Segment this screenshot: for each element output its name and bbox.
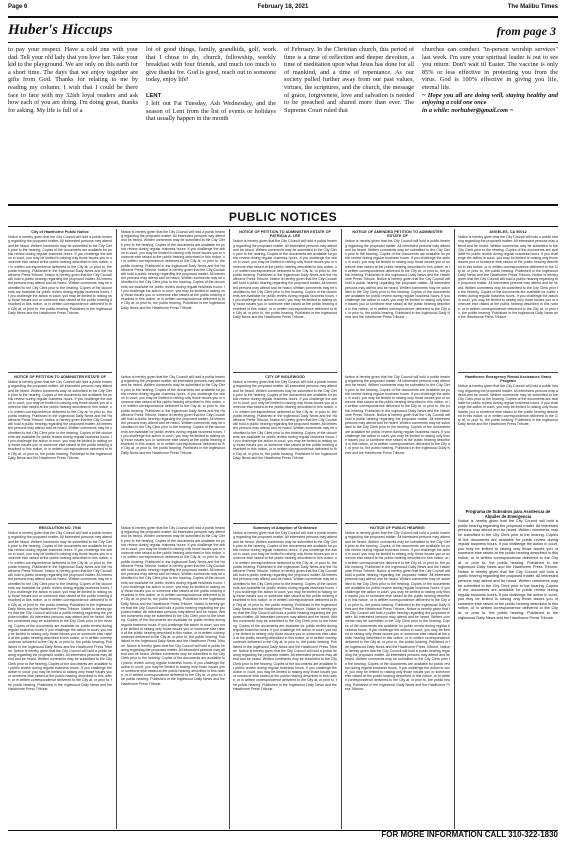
- notice-text: Notice is hereby given that the City Council will hold a public hearing regarding the proposed matter. All interested persons may attend and be heard. Written comments may be submitted to the City Clerk prior to the hearing. Copies of the documents are available for public review during regular business hours. If you challenge the action in court, you may be limited to raising only those issues you or someone else raised at the public hearing described in this notice, or in written correspondence delivered to the City at, or prior to, the public hearing. Published in the Inglewood Daily News and the Hawthorne Press Tribune.: [121, 526, 225, 568]
- notice-text: Notice is hereby given that the City Council will hold a public hearing regarding the proposed matter. All interested persons may attend and be heard. Written comments may be submitted to the City Clerk prior to the hearing. Copies of the documents are available for public review during regular business hours. If you challenge the action in court, you may be limited to raising only those issues you or someone else raised at the public hearing described in this notice, or in written correspondence delivered to the City at, or prior to, the public hearing. Published in the Inglewood Daily News and the Hawthorne Press Tribune.: [233, 569, 337, 611]
- notice-block: [121, 526, 225, 826]
- column-text-2: [146, 46, 276, 198]
- notice-text: Notice is hereby given that the City Council will hold a public hearing regarding the proposed matter. All interested persons may attend and be heard. Written comments may be submitted to the City Clerk prior to the hearing. Copies of the documents are available for public review during regular business hours. If you challenge the action in court, you may be limited to raising only those issues you or someone else raised at the public hearing described in this notice, or in written correspondence delivered to the City at, or prior to, the public hearing. Published in the Inglewood Daily News and the Hawthorne Press Tribune.: [8, 380, 112, 423]
- lent-heading: LENT: [146, 92, 162, 99]
- page-date: February 18, 2021: [257, 4, 309, 10]
- notice-text: Notice is hereby given that the City Council will hold a public hearing regarding the proposed matter. All interested persons may attend and be heard. Written comments may be submitted to the City Clerk prior to the hearing. Copies of the documents are available for public review during regular business hours. If you challenge the action in court, you may be limited to raising only those issues you or someone else raised at the public hearing described in this notice, or in written correspondence delivered to the City at, or prior to, the public hearing. Published in the Inglewood Daily News and the Hawthorne Press Tribune.: [458, 235, 558, 278]
- notice-title: NOTICE OF PUBLIC HEARING: [370, 526, 425, 530]
- notice-separator: [8, 372, 112, 373]
- spanish-notice: [458, 510, 558, 760]
- column-text-4: [422, 46, 558, 198]
- notice-text: Notice is hereby given that the City Council will hold a public hearing regarding the proposed matter. All interested persons may attend and be heard. Written comments may be submitted to the City Clerk prior to the hearing. Copies of the documents are available for public review during regular business hours. If you challenge the action in court, you may be limited to raising only those issues you or someone else raised at the public hearing described in this notice, or in written correspondence delivered to the City at, or prior to, the public hearing. Published in the Inglewood Daily News and the Hawthorne Press Tribune.: [458, 384, 558, 427]
- notice-text: Notice is hereby given that the City Council will hold a public hearing regarding the proposed matter. All interested persons may attend and be heard. Written comments may be submitted to the City Clerk prior to the hearing. Copies of the documents are available for public review during regular business hours. If you challenge the action in court, you may be limited to raising only those issues you or someone else raised at the public hearing described in this notice, or in written correspondence delivered to the City at, or prior to, the public hearing. Published in the Inglewood Daily News and the Hawthorne Press Tribune.: [345, 239, 450, 282]
- notice-text: Notice is hereby given that the City Council will hold a public hearing regarding the proposed matter. All interested persons may attend and be heard. Written comments may be submitted to the City Clerk prior to the hearing. Copies of the documents are available for public review during regular business hours. If you challenge the action in court, you may be limited to raising only those issues you or someone else raised at the public hearing described in this notice, or in written correspondence delivered to the City at, or prior to, the public hearing. Published in the Inglewood Daily News and the Hawthorne Press Tribune.: [345, 412, 450, 455]
- notice-text: Notice is hereby given that the City Council will hold a public hearing regarding the proposed matter. All interested persons may attend and be heard. Written comments may be submitted to the City Clerk prior to the hearing. Copies of the documents are available for public review during regular business hours. If you challenge the action in court, you may be limited to raising only those issues you or someone else raised at the public hearing described in this notice, or in written correspondence delivered to the City at, or prior to, the public hearing. Published in the Inglewood Daily News and the Hawthorne Press Tribune.: [121, 230, 225, 272]
- column-paragraph: churches can conduct "in-person worship services" last week. I'm sure your spiritual leader is out to see you return. Don't wait til Easter. The vaccine is only 85% or less effective in protecting you from the virus. God is 100% effective in giving you life, eternal life.: [422, 46, 558, 91]
- notice-text: Notice is hereby given that the City Council will hold a public hearing regarding the proposed matter. All interested persons may attend and be heard. Written comments may be submitted to the City Clerk prior to the hearing. Copies of the documents are available for public review during regular business hours. If you challenge the action in court, you may be limited to raising only those issues you or someone else raised at the public hearing described in this notice, or in written correspondence delivered to the City at, or prior to, the public hearing. Published in the Inglewood Daily News and the Hawthorne Press Tribune.: [8, 273, 112, 315]
- notice-separator: [233, 372, 337, 373]
- notice-block: [458, 375, 558, 505]
- notice-text: Notice is hereby given that the City Council will hold a public hearing regarding the proposed matter. All interested persons may attend and be heard. Written comments may be submitted to the City Clerk prior to the hearing. Copies of the documents are available for public review during regular business hours. If you challenge the action in court, you may be limited to raising only those issues you or someone else raised at the public hearing described in this notice, or in written correspondence delivered to the City at, or prior to, the public hearing. Published in the Inglewood Daily News and the Hawthorne Press Tribune.: [233, 239, 337, 282]
- notice-separator: [458, 372, 558, 373]
- notice-text: Notice is hereby given that the City Council will hold a public hearing regarding the proposed matter. All interested persons may attend and be heard. Written comments may be submitted to the City Clerk prior to the hearing. Copies of the documents are available for public review during regular business hours. If you challenge the action in court, you may be limited to raising only those issues you or someone else raised at the public hearing described in this notice, or in written correspondence delivered to the City at, or prior to, the public hearing. Published in the Inglewood Daily News and the Hawthorne Press Tribune.: [233, 380, 337, 423]
- page-header: [8, 4, 558, 14]
- notice-block: [233, 230, 337, 370]
- notice-title: ANGELES, CA 90012: [489, 230, 527, 234]
- notice-title: NOTICE OF PETITION TO ADMINISTER ESTATE OF: [14, 375, 106, 379]
- notice-text: Notice is hereby given that the City Council will hold a public hearing regarding the proposed matter. All interested persons may attend and be heard. Written comments may be submitted to the City Clerk prior to the hearing. Copies of the documents are available for public review during regular business hours. If you challenge the action in court, you may be limited to raising only those issues you or someone else raised at the public hearing described in this notice, or in written correspondence delivered to the City at, or prior to, the public hearing. Published in the Inglewood Daily News and the Hawthorne Press Tribune.: [121, 412, 225, 455]
- continued-from: from page 3: [496, 24, 556, 38]
- notice-text: Notice is hereby given that the City Council will hold a public hearing regarding the proposed matter. All interested persons may attend and be heard. Written comments may be submitted to the City Clerk prior to the hearing. Copies of the documents are available for public review during regular business hours. If you challenge the action in court, you may be limited to raising only those issues you or someone else raised at the public hearing described in this notice, or in written correspondence delivered to the City at, or prior to, the public hearing. Published in the Inglewood Daily News and the Hawthorne Press Tribune.: [345, 375, 450, 417]
- notice-title: RESOLUTION NO. 7946: [38, 526, 82, 530]
- notice-block: [8, 230, 112, 370]
- notice-text: Notice is hereby given that the City Council will hold a public hearing regarding the proposed matter. All interested persons may attend and be heard. Written comments may be submitted to the City Clerk prior to the hearing. Copies of the documents are available for public review during regular business hours. If you challenge the action in court, you may be limited to raising only those issues you or someone else raised at the public hearing described in this notice, or in written correspondence delivered to the City at, or prior to, the public hearing. Published in the Inglewood Daily News and the Hawthorne Press Tribune.: [8, 569, 112, 611]
- paper-name: The Malibu Times: [507, 4, 558, 10]
- notice-block: [8, 375, 112, 520]
- notice-title: Hawthorne Emergency Rental Assistance Grant Program: [465, 375, 551, 384]
- column-paragraph: lot of good things, family, grandkids, golf, work that I chose to do, church, fellowship, weekly breakfast with four friends, and much too much to give thanks for. God is good, reach out to someone today, enjoy life!: [146, 46, 276, 84]
- notice-title: NOTICE OF AMENDED PETITION TO ADMINISTER ESTATE OF: [352, 230, 443, 239]
- notice-title: Summary of Adoption of Ordinance: [253, 526, 317, 530]
- signature-email: in a while: norhuber@gmail.com ~: [422, 106, 514, 114]
- section-rule: [8, 204, 558, 206]
- public-notices-title: PUBLIC NOTICES: [228, 210, 338, 224]
- notice-title: City of Hawthorne Public Notice: [31, 230, 89, 234]
- notice-text: Notice is hereby given that the City Council will hold a public hearing regarding the proposed matter. All interested persons may attend and be heard. Written comments may be submitted to the City Clerk prior to the hearing. Copies of the documents are available for public review during regular business hours. If you challenge the action in court, you may be limited to raising only those issues you or someone else raised at the public hearing described in this notice, or in written correspondence delivered to the City at, or prior to, the public hearing. Published in the Inglewood Daily News and the Hawthorne Press Tribune.: [345, 531, 450, 574]
- notice-text: Notice is hereby given that the City Council will hold a public hearing regarding the proposed matter. All interested persons may attend and be heard. Written comments may be submitted to the City Clerk prior to the hearing. Copies of the documents are available for public review during regular business hours. If you challenge the action in court, you may be limited to raising only those issues you or someone else raised at the public hearing described in this notice, or in written correspondence delivered to the City at, or prior to, the public hearing. Published in the Inglewood Daily News and the Hawthorne Press Tribune.: [345, 569, 450, 611]
- notice-text: Notice is hereby given that the City Council will hold a public hearing regarding the proposed matter. All interested persons may attend and be heard. Written comments may be submitted to the City Clerk prior to the hearing. Copies of the documents are available for public review during regular business hours. If you challenge the action in court, you may be limited to raising only those issues you or someone else raised at the public hearing described in this notice, or in written correspondence delivered to the City at, or prior to, the public hearing. Published in the Inglewood Daily News and the Hawthorne Press Tribune.: [121, 563, 225, 606]
- notice-text: Notice is hereby given that the City Council will hold a public hearing regarding the proposed matter. All interested persons may attend and be heard. Written comments may be submitted to the City Clerk prior to the hearing. Copies of the documents are available for public review during regular business hours. If you challenge the action in court, you may be limited to raising only those issues you or someone else raised at the public hearing described in this notice, or in written correspondence delivered to the City at, or prior to, the public hearing. Published in the Inglewood Daily News and the Hawthorne Press Tribune.: [345, 606, 450, 649]
- notice-block: [121, 375, 225, 520]
- column-paragraph: I left out Fat Tuesday, Ash Wednesday, and the season of Lent from the list of events or holidays that usually happen in the month: [146, 100, 276, 123]
- notice-text: Notice is hereby given that the City Council will hold a public hearing regarding the proposed matter. All interested persons may attend and be heard. Written comments may be submitted to the City Clerk prior to the hearing. Copies of the documents are available for public review during regular business hours. If you challenge the action in court, you may be limited to raising only those issues you or someone else raised at the public hearing described in this notice, or in written correspondence delivered to the City at, or prior to, the public hearing. Published in the Inglewood Daily News and the Hawthorne Press Tribune.: [121, 601, 225, 648]
- notice-text: Notice is hereby given that the City Council will hold a public hearing regarding the proposed matter. All interested persons may attend and be heard. Written comments may be submitted to the City Clerk prior to the hearing. Copies of the documents are available for public review during regular business hours. If you challenge the action in court, you may be limited to raising only those issues you or someone else raised at the public hearing described in this notice, or in written correspondence delivered to the City at, or prior to, the public hearing. Published in the Inglewood Daily News and the Hawthorne Press Tribune.: [458, 519, 558, 570]
- column-divider: [454, 229, 455, 829]
- notice-text: Notice is hereby given that the City Council will hold a public hearing regarding the proposed matter. All interested persons may attend and be heard. Written comments may be submitted to the City Clerk prior to the hearing. Copies of the documents are available for public review during regular business hours. If you challenge the action in court, you may be limited to raising only those issues you or someone else raised at the public hearing described in this notice, or in written correspondence delivered to the City at, or prior to, the public hearing. Published in the Inglewood Daily News and the Hawthorne Press Tribune.: [233, 277, 337, 320]
- notice-text: Notice is hereby given that the City Council will hold a public hearing regarding the proposed matter. All interested persons may attend and be heard. Written comments may be submitted to the City Clerk prior to the hearing. Copies of the documents are available for public review during regular business hours. If you challenge the action in court, you may be limited to raising only those issues you or someone else raised at the public hearing described in this notice, or in written correspondence delivered to the City at, or prior to, the public hearing. Published in the Inglewood Daily News and the Hawthorne Press Tribune.: [8, 418, 112, 460]
- signature-line: ~ Hope you all are doing well, staying healthy and enjoying a cold one once: [422, 91, 558, 107]
- notice-title: CITY OF INGLEWOOD: [265, 375, 305, 379]
- notice-block: [345, 230, 450, 370]
- notice-text: Notice is hereby given that the City Council will hold a public hearing regarding the proposed matter. All interested persons may attend and be heard. Written comments may be submitted to the City Clerk prior to the hearing. Copies of the documents are available for public review during regular business hours. If you challenge the action in court, you may be limited to raising only those issues you or someone else raised at the public hearing described in this notice, or in written correspondence delivered to the City at, or prior to, the public hearing. Published in the Inglewood Daily News and the Hawthorne Press Tribune.: [8, 235, 112, 278]
- notice-text: Notice is hereby given that the City Council will hold a public hearing regarding the proposed matter. All interested persons may attend and be heard. Written comments may be submitted to the City Clerk prior to the hearing. Copies of the documents are available for public review during regular business hours. If you challenge the action in court, you may be limited to raising only those issues you or someone else raised at the public hearing described in this notice, or in written correspondence delivered to the City at, or prior to, the public hearing. Published in the Inglewood Daily News and the Hawthorne Press Tribune.: [233, 606, 337, 653]
- column-text-1: to pay your respect. Have a cold one with your dad. Tell your old lady that you love her. Take your kid to the playground. We are only on this earth for a short time. The days that we enjoy together are gifts from God. Thanks for relating to me by reading my column. I wish that I could be there face to face with my 32ish loyal readers and ask how each of you are doing. I'm doing great, thanks for asking. My life is full of a: [8, 46, 138, 114]
- notice-text: Notice is hereby given that the City Council will hold a public hearing regarding the proposed matter. All interested persons may attend and be heard. Written comments may be submitted to the City Clerk prior to the hearing. Copies of the documents are available for public review during regular business hours. If you challenge the action in court, you may be limited to raising only those issues you or someone else raised at the public hearing described in this notice, or in written correspondence delivered to the City at, or prior to, the public hearing. Published in the Inglewood Daily News and the Hawthorne Press Tribune.: [458, 273, 558, 320]
- notice-text: Notice is hereby given that the City Council will hold a public hearing regarding the proposed matter. All interested persons may attend and be heard. Written comments may be submitted to the City Clerk prior to the hearing. Copies of the documents are available for public review during regular business hours. If you challenge the action in court, you may be limited to raising only those issues you or someone else raised at the public hearing described in this notice, or in written correspondence delivered to the City at, or prior to, the public hearing. Published in the Inglewood Daily News and the Hawthorne Press Tribune.: [121, 643, 225, 686]
- column-title: Huber's Hiccups: [8, 22, 113, 38]
- column-divider: [229, 229, 230, 829]
- notice-block: [345, 375, 450, 520]
- notice-text: Notice is hereby given that the City Council will hold a public hearing regarding the proposed matter. All interested persons may attend and be heard. Written comments may be submitted to the City Clerk prior to the hearing. Copies of the documents are available for public review during regular business hours. If you challenge the action in court, you may be limited to raising only those issues you or someone else raised at the public hearing described in this notice, or in written correspondence delivered to the City at, or prior to, the public hearing. Published in the Inglewood Daily News and the Hawthorne Press Tribune.: [121, 375, 225, 417]
- notice-text: Notice is hereby given that the City Council will hold a public hearing regarding the proposed matter. All interested persons may attend and be heard. Written comments may be submitted to the City Clerk prior to the hearing. Copies of the documents are available for public review during regular business hours. If you challenge the action in court, you may be limited to raising only those issues you or someone else raised at the public hearing described in this notice, or in written correspondence delivered to the City at, or prior to, the public hearing. Published in the Inglewood Daily News and the Hawthorne Press Tribune.: [345, 644, 450, 691]
- notice-text: Notice is hereby given that the City Council will hold a public hearing regarding the proposed matter. All interested persons may attend and be heard. Written comments may be submitted to the City Clerk prior to the hearing. Copies of the documents are available for public review during regular business hours. If you challenge the action in court, you may be limited to raising only those issues you or someone else raised at the public hearing described in this notice, or in written correspondence delivered to the City at, or prior to, the public hearing. Published in the Inglewood Daily News and the Hawthorne Press Tribune.: [8, 606, 112, 653]
- title-rule: [8, 42, 558, 43]
- notice-block: [233, 526, 337, 826]
- notice-text: Notice is hereby given that the City Council will hold a public hearing regarding the proposed matter. All interested persons may attend and be heard. Written comments may be submitted to the City Clerk prior to the hearing. Copies of the documents are available for public review during regular business hours. If you challenge the action in court, you may be limited to raising only those issues you or someone else raised at the public hearing described in this notice, or in written correspondence delivered to the City at, or prior to, the public hearing. Published in the Inglewood Daily News and the Hawthorne Press Tribune.: [233, 418, 337, 460]
- notice-block: [458, 230, 558, 370]
- notice-title: Programa de Subsidios para Asistencia de Alquiler de Emergencia: [465, 510, 551, 519]
- notice-text: Notice is hereby given that the City Council will hold a public hearing regarding the proposed matter. All interested persons may attend and be heard. Written comments may be submitted to the City Clerk prior to the hearing. Copies of the documents are available for public review during regular business hours. If you challenge the action in court, you may be limited to raising only those issues you or someone else raised at the public hearing described in this notice, or in written correspondence delivered to the City at, or prior to, the public hearing. Published in the Inglewood Daily News and the Hawthorne Press Tribune.: [233, 531, 337, 574]
- notice-block: [121, 230, 225, 370]
- notice-block: [233, 375, 337, 520]
- column-divider: [116, 229, 117, 829]
- notice-separator: [8, 523, 112, 524]
- notice-text: Notice is hereby given that the City Council will hold a public hearing regarding the proposed matter. All interested persons may attend and be heard. Written comments may be submitted to the City Clerk prior to the hearing. Copies of the documents are available for public review during regular business hours. If you challenge the action in court, you may be limited to raising only those issues you or someone else raised at the public hearing described in this notice, or in written correspondence delivered to the City at, or prior to, the public hearing. Published in the Inglewood Daily News and the Hawthorne Press Tribune.: [121, 267, 225, 310]
- column-text-3: of February. In the Christian church, this period of time is a time of reflection and deeper devotion, a time of meditation upon what Jesus has done for all of mankind, and a time of repentance. As our society pulled further away from our past values, virtues, the scriptures, and the church, the message of grace, forgiveness, love and salvation is needed to be preached and shared more than ever. The Supreme Court ruled that: [284, 46, 414, 114]
- notice-text: Notice is hereby given that the City Council will hold a public hearing regarding the proposed matter. All interested persons may attend and be heard. Written comments may be submitted to the City Clerk prior to the hearing. Copies of the documents are available for public review during regular business hours. If you challenge the action in court, you may be limited to raising only those issues you or someone else raised at the public hearing described in this notice, or in written correspondence delivered to the City at, or prior to, the public hearing. Published in the Inglewood Daily News and the Hawthorne Press Tribune.: [458, 569, 558, 620]
- page-number: Page 6: [8, 4, 28, 10]
- notice-text: Notice is hereby given that the City Council will hold a public hearing regarding the proposed matter. All interested persons may attend and be heard. Written comments may be submitted to the City Clerk prior to the hearing. Copies of the documents are available for public review during regular business hours. If you challenge the action in court, you may be limited to raising only those issues you or someone else raised at the public hearing described in this notice, or in written correspondence delivered to the City at, or prior to, the public hearing. Published in the Inglewood Daily News and the Hawthorne Press Tribune.: [8, 531, 112, 574]
- notice-text: Notice is hereby given that the City Council will hold a public hearing regarding the proposed matter. All interested persons may attend and be heard. Written comments may be submitted to the City Clerk prior to the hearing. Copies of the documents are available for public review during regular business hours. If you challenge the action in court, you may be limited to raising only those issues you or someone else raised at the public hearing described in this notice, or in written correspondence delivered to the City at, or prior to, the public hearing. Published in the Inglewood Daily News and the Hawthorne Press Tribune.: [8, 648, 112, 691]
- column-divider: [341, 229, 342, 829]
- notice-separator: [233, 523, 337, 524]
- notice-title: NOTICE OF PETITION TO ADMINISTER ESTATE OF PATRICIA A. LEE: [239, 230, 331, 239]
- notice-text: Notice is hereby given that the City Council will hold a public hearing regarding the proposed matter. All interested persons may attend and be heard. Written comments may be submitted to the City Clerk prior to the hearing. Copies of the documents are available for public review during regular business hours. If you challenge the action in court, you may be limited to raising only those issues you or someone else raised at the public hearing described in this notice, or in written correspondence delivered to the City at, or prior to, the public hearing. Published in the Inglewood Daily News and the Hawthorne Press Tribune.: [233, 648, 337, 691]
- notice-separator: [345, 523, 450, 524]
- notice-text: Notice is hereby given that the City Council will hold a public hearing regarding the proposed matter. All interested persons may attend and be heard. Written comments may be submitted to the City Clerk prior to the hearing. Copies of the documents are available for public review during regular business hours. If you challenge the action in court, you may be limited to raising only those issues you or someone else raised at the public hearing described in this notice, or in written correspondence delivered to the City at, or prior to, the public hearing. Published in the Inglewood Daily News and the Hawthorne Press Tribune.: [345, 277, 450, 320]
- notice-block: [345, 526, 450, 826]
- section-rule-bottom: [8, 226, 558, 227]
- footer-info: FOR MORE INFORMATION CALL 310-322-1830: [381, 830, 558, 839]
- header-rule: [8, 16, 558, 18]
- notice-block: [8, 526, 112, 826]
